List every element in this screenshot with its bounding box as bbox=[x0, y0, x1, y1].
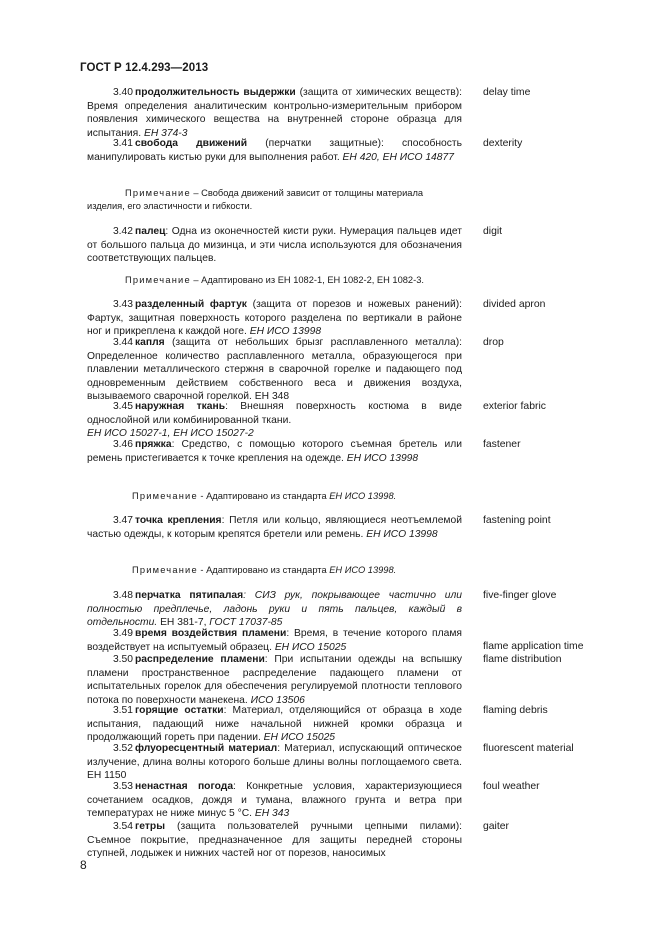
entry-3-41: 3.41 свобода движений (перчатки защитные): способность манипулировать кистью руки для выполнения работ. ЕН 420, ЕН ИСО 14877 bbox=[87, 138, 462, 163]
en-term-3-44: drop bbox=[483, 337, 504, 348]
entry-3-46: 3.46 пряжка: Средство, с помощью которого съемная бретель или ремень пристегивается к точке крепления на одежде. ЕН ИСО 13998 bbox=[87, 439, 462, 464]
note-freedom: Примечание – Свобода движений зависит от толщины материала изделия, его эластичности и гибкости. bbox=[87, 188, 424, 212]
note-fastening-point: Примечание - Адаптировано из стандарта ЕН ИСО 13998. bbox=[132, 565, 397, 575]
document-header: ГОСТ Р 12.4.293—2013 bbox=[80, 62, 209, 74]
entry-3-42: 3.42 палец: Одна из оконечностей кисти руки. Нумерация пальцев идет от большого пальца до мизинца, и эти числа используются для обозначения соответствующих пальцев. bbox=[87, 226, 462, 265]
en-term-3-54: gaiter bbox=[483, 821, 509, 832]
term: продолжительность выдержки bbox=[135, 87, 296, 98]
page-number: 8 bbox=[80, 858, 87, 872]
en-term-3-45: exterior fabric bbox=[483, 401, 546, 412]
entry-3-54: 3.54 гетры (защита пользователей ручными цепными пилами): Съемное покрытие, предназначенное для защиты передней стороны ступней, лодыжек и нижних частей ног от порезов, наносимых bbox=[87, 821, 462, 860]
en-term-3-52: fluorescent material bbox=[483, 743, 574, 754]
entry-3-47: 3.47 точка крепления: Петля или кольцо, являющиеся неотъемлемой частью одежды, к которым крепятся бретели или ремень. ЕН ИСО 13998 bbox=[87, 515, 462, 540]
en-term-3-42: digit bbox=[483, 226, 503, 237]
entry-3-40: 3.40 продолжительность выдержки (защита от химических веществ): Время определения аналитическим контрольно-измерительным прибором появления химического вещества на внутренней стороне образца для испытания. ЕН 374-3 bbox=[87, 87, 462, 139]
entry-3-53: 3.53 ненастная погода: Конкретные условия, характеризующиеся сочетанием осадков, дождя и тумана, влажного грунта и ветра при температурах не ниже минус 5 °С. ЕН 343 bbox=[87, 781, 462, 820]
en-term-3-43: divided apron bbox=[483, 299, 546, 310]
en-term-3-41: dexterity bbox=[483, 138, 523, 149]
en-term-3-47: fastening point bbox=[483, 515, 551, 526]
entry-3-44: 3.44 капля (защита от небольших брызг расплавленного металла): Определенное количество расплавленного металла, образующегося при плавлении металлического стержня в сварочной горелке и падающего под одновременным действием собственного веса и движения воздуха, вызываемого сварочной горелкой. ЕН 348 bbox=[87, 337, 462, 403]
entry-3-43: 3.43 разделенный фартук (защита от порезов и ножевых ранений): Фартук, защитная поверхность которого разделена по вертикали в районе ног и прикреплена к каждой ноге. ЕН ИСО 13998 bbox=[87, 299, 462, 338]
en-term-3-53: foul weather bbox=[483, 781, 540, 792]
note-fastener: Примечание - Адаптировано из стандарта ЕН ИСО 13998. bbox=[132, 491, 397, 501]
en-term-3-40: delay time bbox=[483, 87, 531, 98]
entry-3-49: 3.49 время воздействия пламени: Время, в течение которого пламя воздействует на испытуемый образец. ЕН ИСО 15025 bbox=[87, 628, 462, 653]
entry-3-48: 3.48 перчатка пятипалая: СИЗ рук, покрывающее частично или полностью предплечье, ладонь руки и пять пальцев, каждый в отдельности. ЕН 381-7, ГОСТ 17037-85 bbox=[87, 590, 462, 629]
entry-3-45: 3.45 наружная ткань: Внешняя поверхность костюма в виде однослойной или комбинированной ткани. ЕН ИСО 15027-1, ЕН ИСО 15027-2 bbox=[87, 401, 462, 440]
entry-3-50: 3.50 распределение пламени: При испытании одежды на вспышку пламени пространственное распределение падающего пламени от испытательных горелок для обеспечения регулируемой плотности теплового потока по поверхности манекена. ИСО 13506 bbox=[87, 654, 462, 706]
entry-3-52: 3.52 флуоресцентный материал: Материал, испускающий оптическое излучение, длина волны которого больше длины волны поглощаемого света. ЕН 1150 bbox=[87, 743, 462, 782]
en-term-3-50: flame distribution bbox=[483, 654, 562, 665]
entry-3-51: 3.51 горящие остатки: Материал, отделяющийся от образца в ходе испытания, падающий ниже начальной нижней кромки образца и продолжающий гореть при падении. ЕН ИСО 15025 bbox=[87, 705, 463, 744]
en-term-3-51: flaming debris bbox=[483, 705, 548, 716]
en-term-3-46: fastener bbox=[483, 439, 521, 450]
note-digit: Примечание – Адаптировано из ЕН 1082-1, ЕН 1082-2, ЕН 1082-3. bbox=[125, 275, 424, 285]
en-term-3-48: five-finger glove bbox=[483, 590, 557, 601]
en-term-3-49: flame application time bbox=[483, 641, 584, 652]
